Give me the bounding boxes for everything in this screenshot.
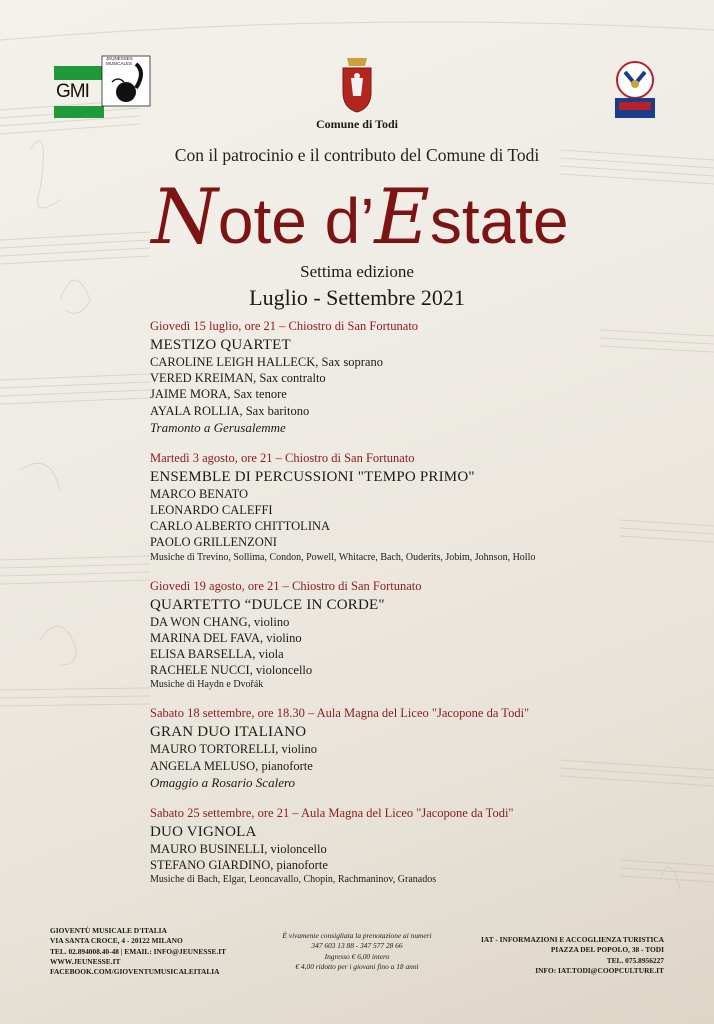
footer-line: FACEBOOK.COM/GIOVENTUMUSICALEITALIA — [50, 967, 220, 977]
footer-line: GIOVENTÙ MUSICALE D'ITALIA — [50, 926, 167, 935]
program-note: Musiche di Haydn e Dvořák — [150, 679, 264, 691]
performer: JAIME MORA, Sax tenore — [150, 387, 287, 402]
footer-line: € 4,00 ridotto per i giovani fino a 18 anni — [295, 961, 419, 971]
event-title: ENSEMBLE DI PERCUSSIONI "TEMPO PRIMO" — [150, 468, 475, 485]
event-3 — [150, 579, 620, 693]
event-4 — [150, 706, 620, 791]
event-title: MESTIZO QUARTET — [150, 337, 291, 353]
performer: ANGELA MELUSO, pianoforte — [150, 758, 313, 773]
title-initial-n: N — [151, 172, 218, 261]
footer-line: WWW.JEUNESSE.IT — [50, 956, 121, 966]
event-date: Martedì 3 agosto, ore 21 – Chiostro di San Fortunato — [150, 450, 415, 465]
edition-label: Settima edizione — [300, 262, 414, 281]
event-date: Giovedì 15 luglio, ore 21 – Chiostro di San Fortunato — [150, 319, 419, 333]
title-initial-e: E — [374, 172, 430, 261]
period-label: Luglio - Settembre 2021 — [249, 285, 465, 310]
concert-program — [150, 319, 620, 901]
gmi-logo-text: GMI — [56, 81, 89, 102]
emblem-icon — [611, 58, 659, 122]
program-note: Musiche di Trevino, Sollima, Condon, Powell, Whitacre, Bach, Ouderits, Jobim, Johnson, Hollo — [150, 551, 536, 563]
footer-line: 347 603 13 88 - 347 577 28 66 — [311, 941, 403, 951]
footer-line: INFO: IAT.TODI@COOPCULTURE.IT — [535, 965, 664, 975]
performer: VERED KREIMAN, Sax contralto — [150, 371, 326, 386]
footer-line: TEL. 02.894008.40-48 | EMAIL: INFO@JEUNESSE.IT — [50, 946, 227, 956]
event-2 — [150, 451, 620, 565]
performer: MAURO TORTORELLI, violino — [150, 742, 317, 757]
footer-organizer — [50, 926, 270, 977]
program-note: Musiche di Bach, Elgar, Leoncavallo, Chopin, Rachmaninov, Granados — [150, 874, 437, 886]
program-title: Tramonto a Gerusalemme — [150, 419, 286, 435]
performer: AYALA ROLLIA, Sax baritono — [150, 403, 310, 418]
performer: RACHELE NUCCI, violoncello — [150, 663, 313, 678]
comune-label: Comune di Todi — [315, 117, 399, 131]
footer-line: È vivamente consigliata la prenotazione ai numeri — [282, 931, 432, 940]
footer-line: TEL. 075.8956227 — [606, 955, 664, 965]
gmi-logo — [54, 54, 154, 124]
festival-title — [100, 172, 620, 266]
title-part2: state — [429, 185, 569, 257]
footer-booking — [248, 931, 466, 972]
footer-line: PIAZZA DEL POPOLO, 38 - TODI — [550, 945, 664, 955]
title-part1: ote d’ — [217, 185, 375, 257]
coat-of-arms-icon — [339, 56, 375, 114]
event-title: GRAN DUO ITALIANO — [150, 724, 307, 741]
event-date: Sabato 25 settembre, ore 21 – Aula Magna del Liceo "Jacopone da Todi" — [150, 805, 514, 820]
footer-tourist-info — [466, 935, 664, 976]
event-title: DUO VIGNOLA — [150, 823, 257, 840]
performer: LEONARDO CALEFFI — [150, 503, 273, 518]
performer: MARCO BENATO — [150, 486, 249, 501]
performer: MAURO BUSINELLI, violoncello — [150, 841, 327, 856]
event-5 — [150, 806, 620, 887]
performer: DA WON CHANG, violino — [150, 614, 290, 629]
gmi-logo-small-text: JEUNESSES MUSICALES — [106, 56, 133, 66]
performer: ELISA BARSELLA, viola — [150, 647, 284, 662]
performer: CARLO ALBERTO CHITTOLINA — [150, 519, 331, 534]
event-1 — [150, 319, 620, 437]
performer: CAROLINE LEIGH HALLECK, Sax soprano — [150, 355, 383, 369]
event-title: QUARTETTO “DULCE IN CORDE" — [150, 596, 385, 613]
performer: STEFANO GIARDINO, pianoforte — [150, 858, 328, 873]
performer: MARINA DEL FAVA, violino — [150, 630, 302, 645]
patrocinio-text: Con il patrocinio e il contributo del Comune di Todi — [174, 145, 540, 165]
event-date: Giovedì 19 agosto, ore 21 – Chiostro di San Fortunato — [150, 578, 422, 593]
footer-line: VIA SANTA CROCE, 4 - 20122 MILANO — [50, 936, 183, 946]
todi-coat-of-arms — [339, 56, 375, 114]
liceo-emblem — [611, 58, 659, 122]
footer-line: IAT - INFORMAZIONI E ACCOGLIENZA TURISTICA — [481, 935, 664, 944]
performer: PAOLO GRILLENZONI — [150, 535, 277, 550]
event-date: Sabato 18 settembre, ore 18.30 – Aula Magna del Liceo "Jacopone da Todi" — [150, 706, 530, 721]
program-title: Omaggio a Rosario Scalero — [150, 774, 296, 790]
footer-line: Ingresso € 6,00 intero — [324, 951, 390, 961]
